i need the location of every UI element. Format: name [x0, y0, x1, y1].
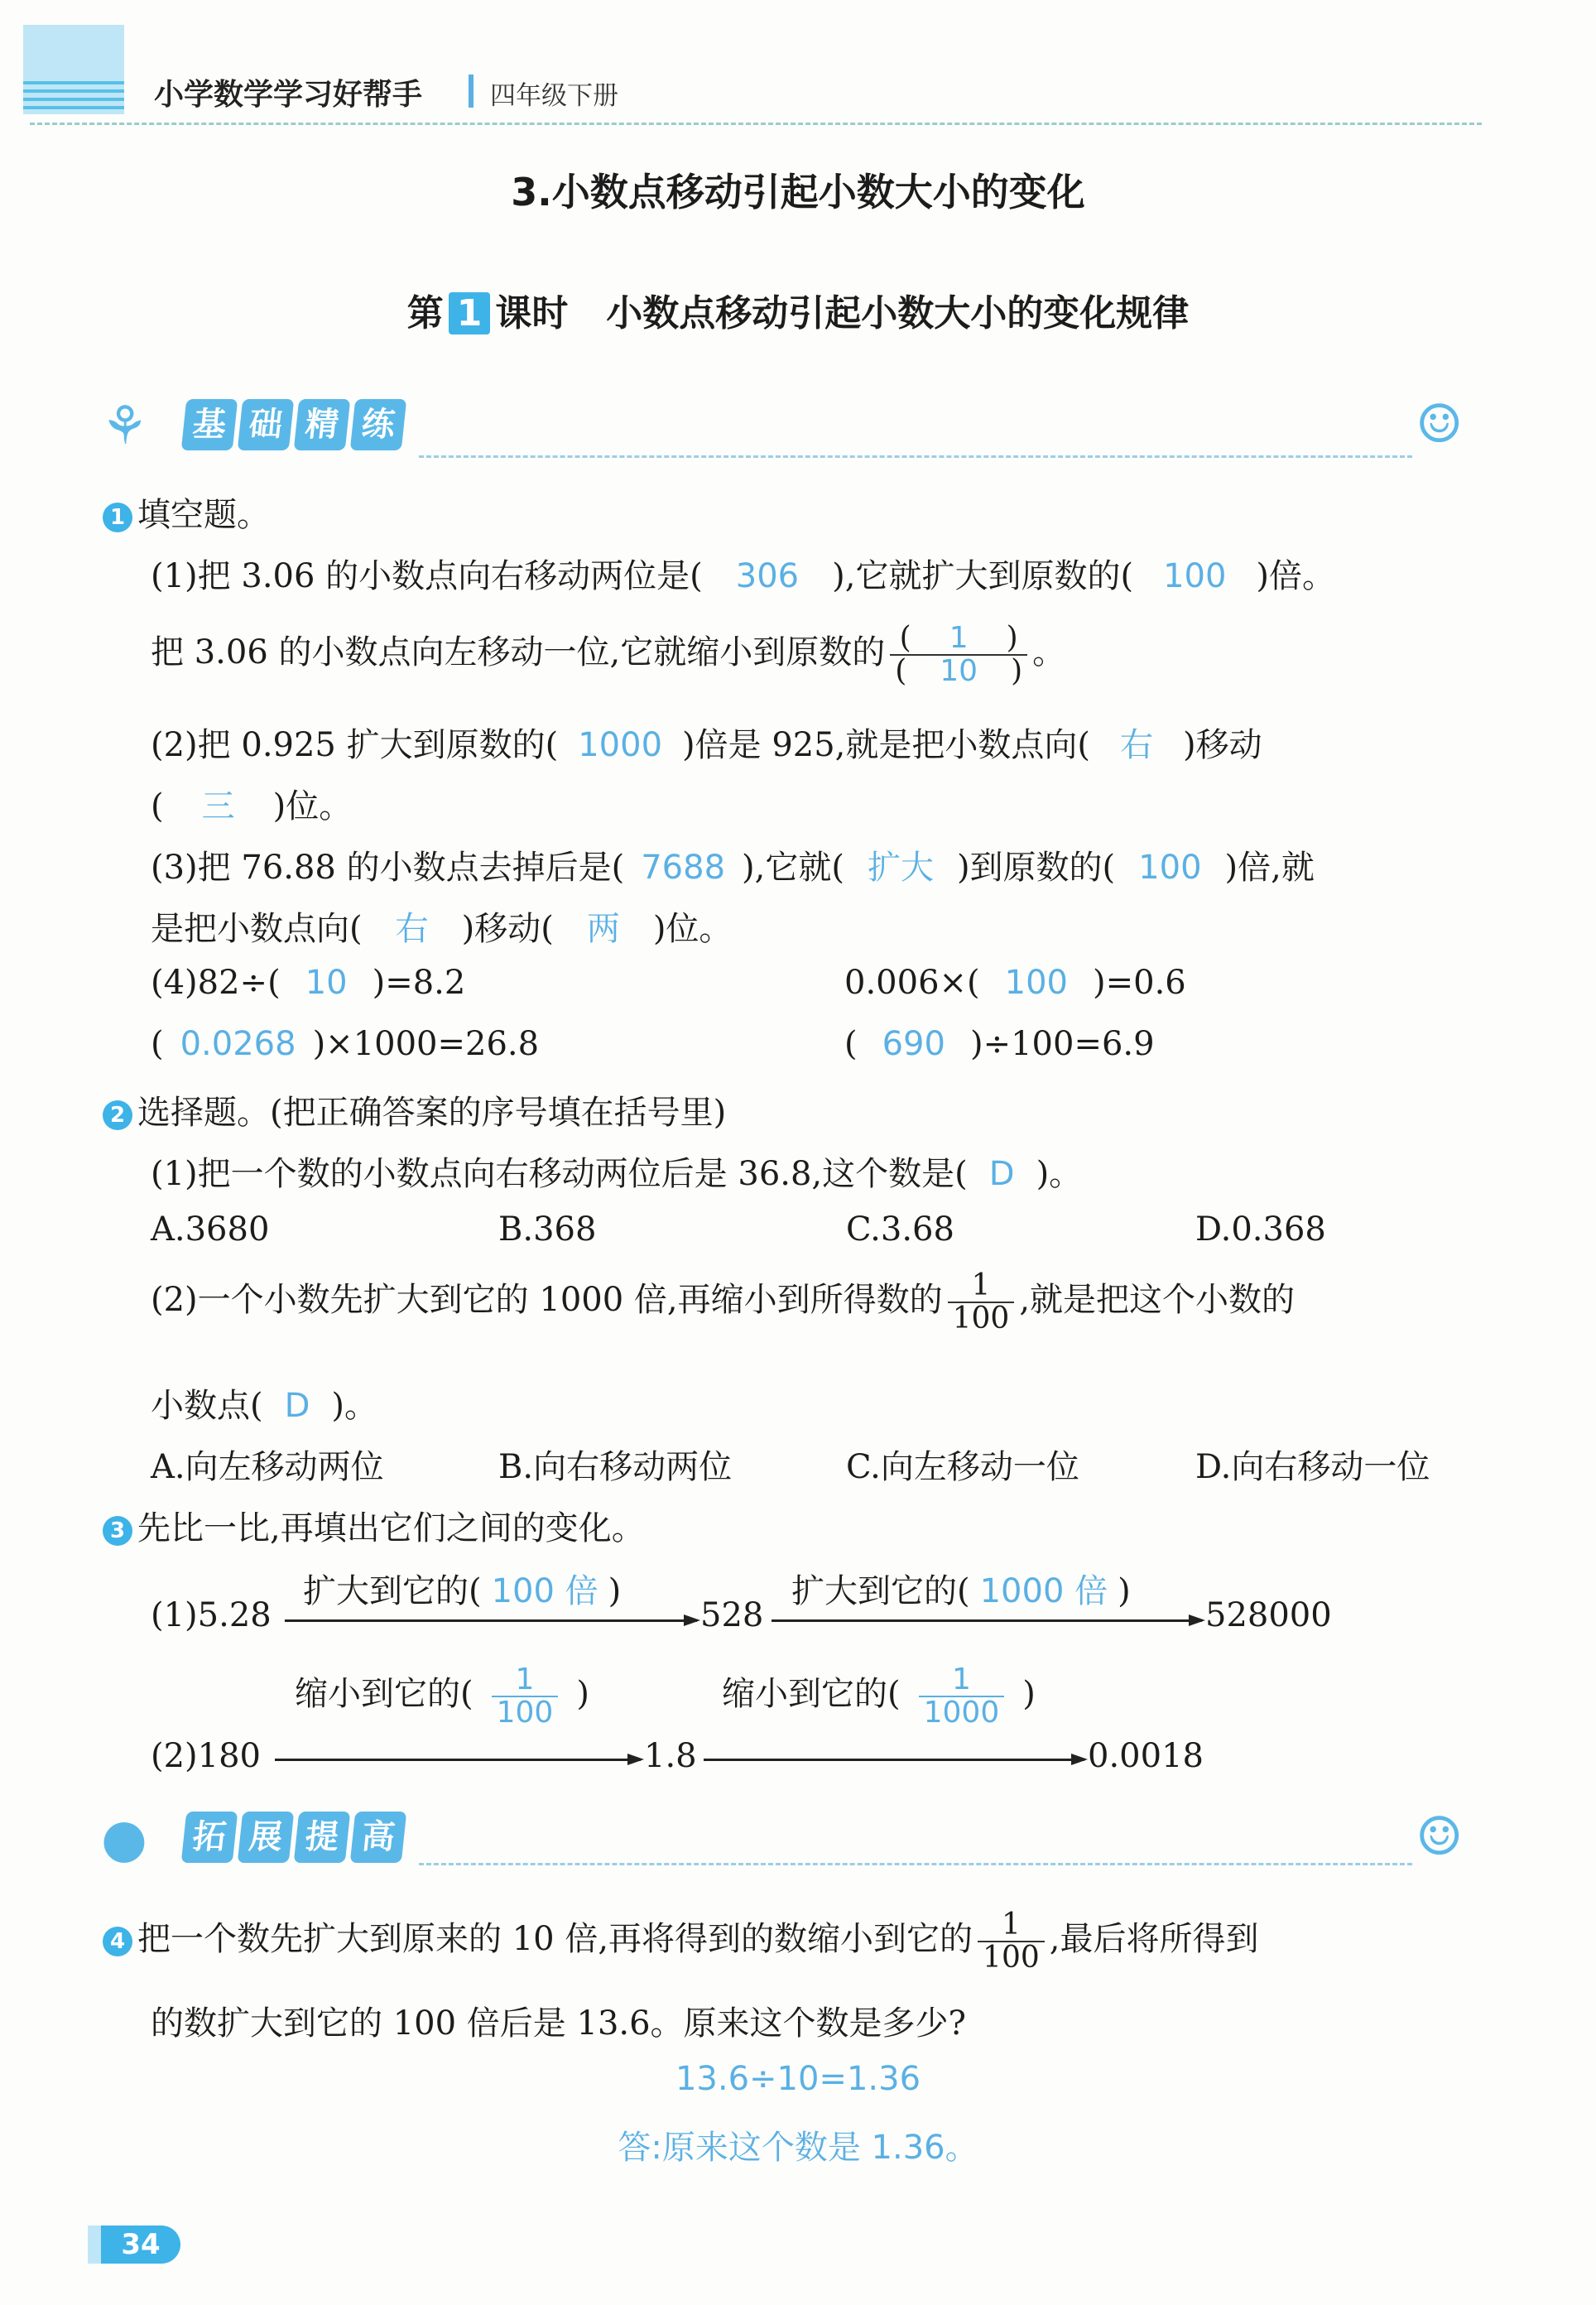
q2-part1-option-a: A.3680 — [151, 1210, 270, 1249]
q1-part4-b: 0.006×( 100 )=0.6 — [844, 964, 1186, 1002]
q4-line1: 4 把一个数先扩大到原来的 10 倍,再将得到的数缩小到它的 $\frac{1}{100}$ ,最后将所得到 — [103, 1909, 1258, 1974]
running-kid-icon: ☺ — [1416, 394, 1464, 455]
q1-part3-line2: 是把小数点向( 右 )移动( 两 )位。 — [151, 910, 733, 948]
banner-basic-practice: 基 础 精 练 — [184, 399, 404, 454]
lesson-number: 1 — [449, 292, 491, 334]
q4-answer: 答:原来这个数是 1.36。 — [618, 2129, 978, 2167]
q3-row2-label1: 缩小到它的( $\frac{1}{100}$ ) — [295, 1663, 589, 1730]
q3-row1-arrow2 — [772, 1619, 1202, 1622]
page-number: 34 — [101, 2226, 180, 2264]
q1-part4-a: (4)82÷( 10 )=8.2 — [151, 964, 466, 1002]
q1-part2-line2: ( 三 )位。 — [151, 787, 353, 825]
q2-part1-option-d: D.0.368 — [1195, 1210, 1326, 1249]
q3-row2-end: 0.0018 — [1088, 1737, 1204, 1775]
header-separator — [469, 75, 474, 108]
q2-part2-line2: 小数点( D )。 — [151, 1387, 378, 1425]
q1-part2-line1: (2)把 0.925 扩大到原数的( 1000 )倍是 925,就是把小数点向( 右 )移动 — [151, 726, 1262, 764]
q2-part2-option-c: C.向左移动一位 — [846, 1448, 1079, 1486]
q4-line2: 的数扩大到它的 100 倍后是 13.6。原来这个数是多少? — [151, 2004, 966, 2043]
book-title: 小学数学学习好帮手 — [154, 78, 423, 112]
q3-number: 3 — [103, 1516, 132, 1546]
bubbles-icon: ● — [101, 1808, 147, 1870]
q3-row1-start: (1)5.28 — [151, 1596, 272, 1634]
q2-part1-option-b: B.368 — [498, 1210, 597, 1249]
q2-part1: (1)把一个数的小数点向右移动两位后是 36.8,这个数是( D )。 — [151, 1155, 1083, 1193]
q3-row2-arrow1 — [275, 1759, 641, 1761]
q3-row1-label2: 扩大到它的( 1000 倍 ) — [791, 1572, 1131, 1610]
q2-number: 2 — [103, 1100, 132, 1130]
grade-label: 四年级下册 — [490, 81, 618, 111]
thinking-kid-icon: ☺ — [1416, 1807, 1464, 1868]
banner-divider — [419, 1863, 1412, 1865]
lesson-title: 第 1 课时 小数点移动引起小数大小的变化规律 — [406, 292, 1190, 334]
q2-part2-option-d: D.向右移动一位 — [1195, 1448, 1430, 1486]
q3-row2-label2: 缩小到它的( $\frac{1}{1000}$ ) — [722, 1663, 1036, 1730]
q1-part4-d: ( 690 )÷100=6.9 — [844, 1025, 1155, 1063]
sprout-icon: ⚘ — [101, 396, 149, 457]
q2-part2-option-b: B.向右移动两位 — [498, 1448, 733, 1486]
q1-number: 1 — [103, 503, 132, 532]
q2-part2-line1: (2)一个小数先扩大到它的 1000 倍,再缩小到所得数的 $\frac{1}{100}$ ,就是把这个小数的 — [151, 1268, 1296, 1335]
q3-row1-arrow1 — [285, 1619, 697, 1622]
q2-heading: 2 选择题。(把正确答案的序号填在括号里) — [103, 1086, 726, 1133]
q3-row1-end: 528000 — [1205, 1596, 1332, 1634]
banner-divider — [419, 455, 1412, 458]
q3-heading: 3 先比一比,再填出它们之间的变化。 — [103, 1502, 645, 1549]
q3-row2-mid: 1.8 — [644, 1737, 697, 1775]
q3-row1-mid: 528 — [700, 1596, 764, 1634]
banner-extension: 拓 展 提 高 — [184, 1812, 404, 1866]
q3-row2-start: (2)180 — [151, 1737, 262, 1775]
q4-number: 4 — [103, 1927, 132, 1956]
q3-row1-label1: 扩大到它的( 100 倍 ) — [303, 1572, 622, 1610]
q1-part1-line1: (1)把 3.06 的小数点向右移动两位是( 306 ),它就扩大到原数的( 100 )倍。 — [151, 557, 1336, 595]
q2-part2-option-a: A.向左移动两位 — [151, 1448, 384, 1486]
section-title: 3.小数点移动引起小数大小的变化 — [511, 170, 1085, 214]
q1-part4-c: ( 0.0268 )×1000=26.8 — [151, 1025, 540, 1063]
q3-row2-arrow2 — [704, 1759, 1084, 1761]
q1-part3-line1: (3)把 76.88 的小数点去掉后是( 7688 ),它就( 扩大 )到原数的( 100 )倍,就 — [151, 849, 1315, 887]
q4-calculation: 13.6÷10=1.36 — [675, 2060, 921, 2098]
q1-heading: 1 填空题。 — [103, 488, 270, 536]
q2-part1-option-c: C.3.68 — [846, 1210, 954, 1249]
header-divider — [30, 123, 1482, 125]
q1-part1-line2: 把 3.06 的小数点向左移动一位,它就缩小到原数的 $\frac{( 1 )}{( 10 )}$ 。 — [151, 621, 1066, 688]
header-stripes — [23, 81, 124, 114]
